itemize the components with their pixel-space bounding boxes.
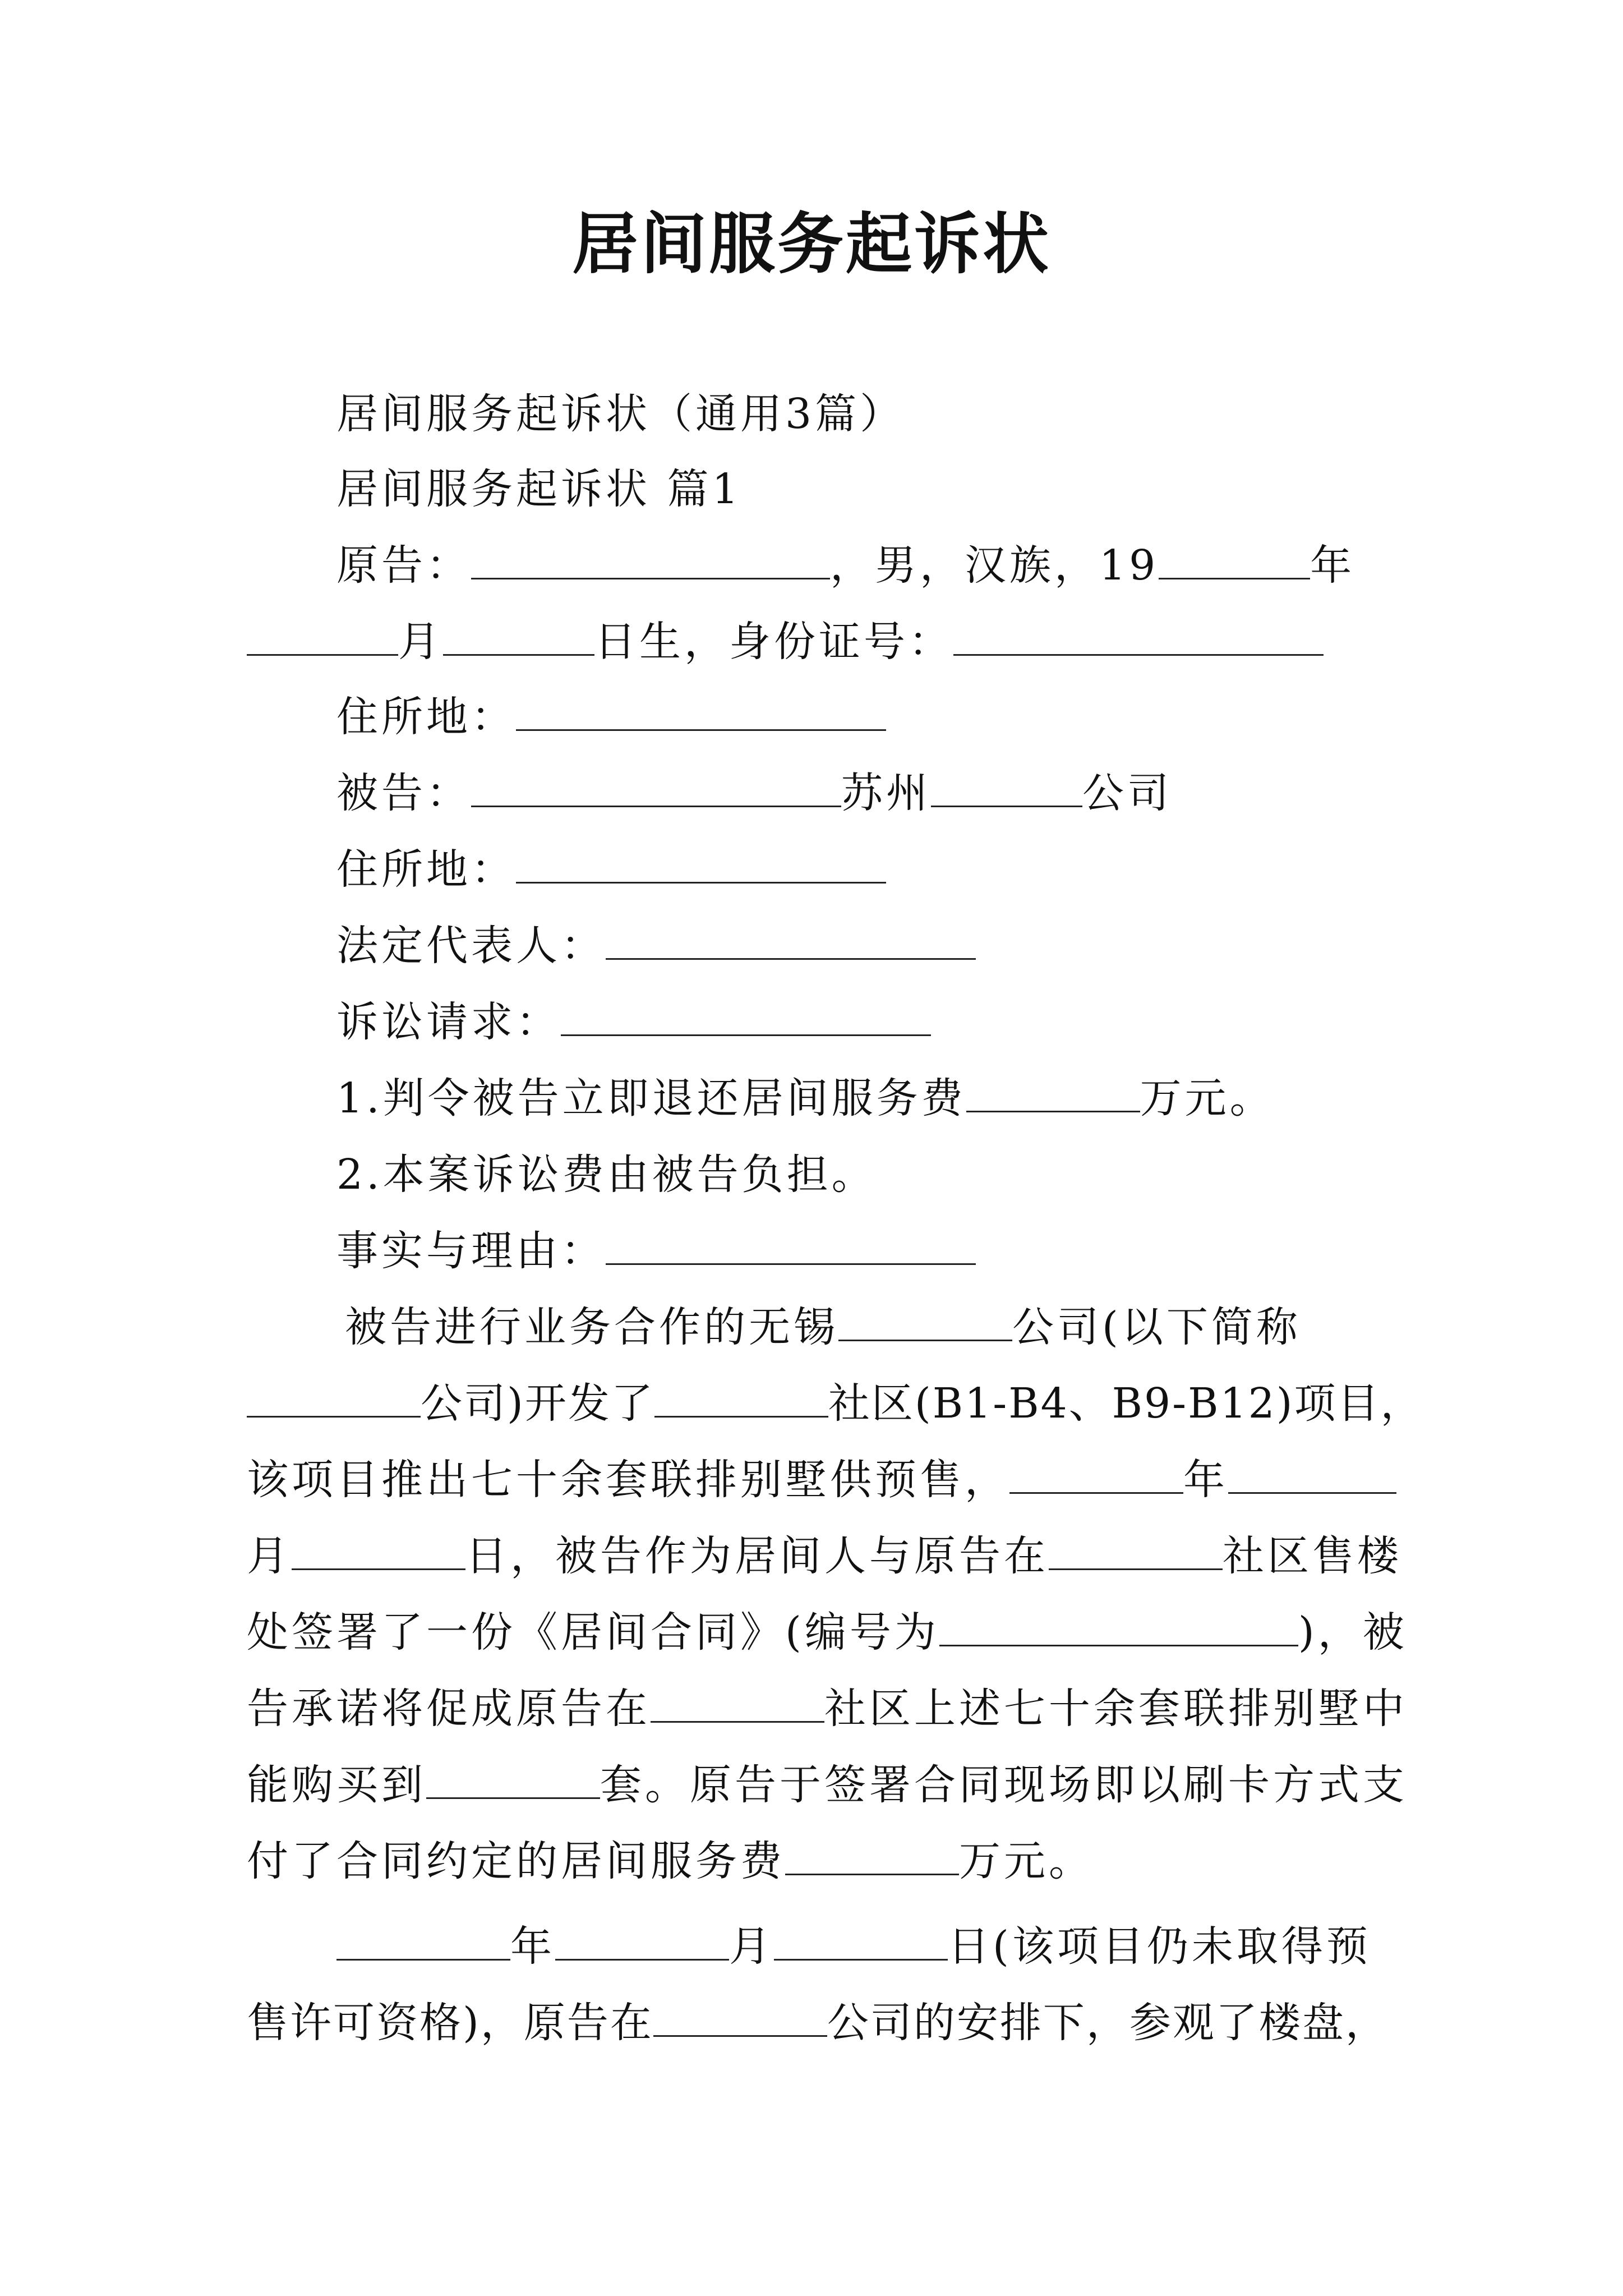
paragraph-line bbox=[247, 1681, 1408, 1737]
paragraph-line bbox=[336, 1918, 1371, 1975]
document-subtitle: 居间服务起诉状（通用3篇） bbox=[336, 390, 905, 438]
legal-representative-label: 法定代表人： bbox=[336, 922, 606, 970]
plaintiff-label: 原告： bbox=[336, 541, 471, 590]
paragraph-text: 套。原告于签署合同现场即以刷卡方式支 bbox=[600, 1761, 1408, 1809]
plaintiff-address-blank[interactable] bbox=[516, 690, 886, 731]
paragraph-text: 能购买到 bbox=[247, 1761, 426, 1809]
paragraph-text: 付了合同约定的居间服务费 bbox=[247, 1837, 785, 1885]
paragraph-line bbox=[247, 1757, 1408, 1813]
paragraph-text: 年 bbox=[1183, 1456, 1228, 1504]
paragraph-text: 月 bbox=[247, 1532, 292, 1580]
paragraph-text: 年 bbox=[510, 1922, 555, 1971]
paragraph-text: 售许可资格)，原告在 bbox=[247, 1999, 653, 2047]
paragraph-line bbox=[247, 1995, 1389, 2051]
day-blank[interactable] bbox=[292, 1529, 465, 1570]
paragraph-text: 处签署了一份《居间合同》(编号为 bbox=[247, 1608, 939, 1657]
claim-1-line bbox=[336, 1070, 1275, 1126]
contract-number-blank[interactable] bbox=[939, 1605, 1298, 1646]
facts-blank[interactable] bbox=[606, 1224, 976, 1265]
paragraph-text: 社区售楼 bbox=[1223, 1532, 1402, 1580]
fee-amount-blank[interactable] bbox=[966, 1071, 1140, 1112]
paragraph-line bbox=[247, 1452, 1396, 1508]
paragraph-text: 被告进行业务合作的无锡 bbox=[345, 1303, 838, 1351]
birth-date-line bbox=[247, 614, 1324, 670]
birth-year-blank[interactable] bbox=[1159, 539, 1310, 579]
facts-label: 事实与理由： bbox=[336, 1227, 606, 1275]
defendant-line bbox=[336, 765, 1172, 821]
community-blank[interactable] bbox=[1049, 1529, 1223, 1570]
company-name-blank[interactable] bbox=[931, 766, 1082, 807]
year-blank[interactable] bbox=[1009, 1453, 1183, 1494]
paragraph-line bbox=[247, 1604, 1408, 1660]
facts-line bbox=[336, 1223, 976, 1279]
company-blank[interactable] bbox=[838, 1300, 1012, 1341]
paragraph-line bbox=[345, 1299, 1301, 1355]
month-blank[interactable] bbox=[555, 1920, 729, 1961]
claim-1-unit: 万元。 bbox=[1140, 1074, 1275, 1122]
community-blank[interactable] bbox=[654, 1377, 828, 1418]
paragraph-text: )，被 bbox=[1298, 1608, 1408, 1657]
claims-label: 诉讼请求： bbox=[336, 998, 561, 1046]
plaintiff-info: ，男，汉族，19 bbox=[830, 541, 1159, 590]
defendant-address-blank[interactable] bbox=[516, 843, 886, 884]
defendant-address-line bbox=[336, 841, 886, 898]
plaintiff-name-blank[interactable] bbox=[471, 539, 830, 579]
unit-count-blank[interactable] bbox=[426, 1758, 600, 1799]
company-blank[interactable] bbox=[653, 1996, 827, 2037]
month-blank[interactable] bbox=[1228, 1453, 1396, 1494]
address-label: 住所地： bbox=[336, 693, 516, 741]
paragraph-text: 公司)开发了 bbox=[421, 1379, 654, 1428]
paragraph-text: 告承诺将促成原告在 bbox=[247, 1685, 651, 1733]
paragraph-text: 公司(以下简称 bbox=[1012, 1303, 1301, 1351]
paragraph-text: 社区(B1-B4、B9-B12)项目， bbox=[828, 1379, 1424, 1428]
address-label: 住所地： bbox=[336, 845, 516, 894]
year-label: 年 bbox=[1310, 541, 1355, 590]
birth-month-blank[interactable] bbox=[247, 615, 398, 656]
community-blank[interactable] bbox=[651, 1682, 824, 1723]
legal-representative-blank[interactable] bbox=[606, 919, 976, 960]
day-blank[interactable] bbox=[774, 1920, 948, 1961]
fee-amount-blank[interactable] bbox=[785, 1834, 959, 1875]
plaintiff-address-line bbox=[336, 689, 886, 745]
month-label: 月 bbox=[398, 618, 443, 666]
company-short-blank[interactable] bbox=[247, 1377, 421, 1418]
defendant-name-blank[interactable] bbox=[471, 766, 841, 807]
claim-1-text: 1.判令被告立即退还居间服务费 bbox=[336, 1074, 966, 1122]
id-number-blank[interactable] bbox=[953, 615, 1324, 656]
claim-2-text: 2.本案诉讼费由被告负担。 bbox=[336, 1151, 877, 1199]
section-heading: 居间服务起诉状 篇1 bbox=[336, 465, 742, 513]
paragraph-line bbox=[247, 1833, 1094, 1889]
paragraph-text: 社区上述七十余套联排别墅中 bbox=[824, 1685, 1408, 1733]
paragraph-line bbox=[247, 1528, 1402, 1584]
legal-representative-line bbox=[336, 918, 976, 974]
paragraph-text: 该项目推出七十余套联排别墅供预售， bbox=[247, 1456, 1009, 1504]
claims-line bbox=[336, 994, 931, 1050]
defendant-label: 被告： bbox=[336, 769, 471, 817]
claim-2-line bbox=[336, 1147, 877, 1203]
paragraph-line bbox=[247, 1375, 1424, 1432]
plaintiff-line bbox=[336, 537, 1355, 593]
company-label: 公司 bbox=[1082, 769, 1172, 817]
paragraph-text: 万元。 bbox=[959, 1837, 1094, 1885]
paragraph-text: 月 bbox=[729, 1922, 774, 1971]
paragraph-text: 日(该项目仍未取得预 bbox=[948, 1922, 1371, 1971]
paragraph-text: 公司的安排下，参观了楼盘， bbox=[827, 1999, 1389, 2047]
id-label: 日生，身份证号： bbox=[594, 618, 953, 666]
claims-blank[interactable] bbox=[561, 995, 931, 1036]
paragraph-text: 日，被告作为居间人与原告在 bbox=[465, 1532, 1049, 1580]
birth-day-blank[interactable] bbox=[443, 615, 594, 656]
document-title: 居间服务起诉状 bbox=[571, 205, 1051, 283]
year-blank[interactable] bbox=[336, 1920, 510, 1961]
city-label: 苏州 bbox=[841, 769, 931, 817]
